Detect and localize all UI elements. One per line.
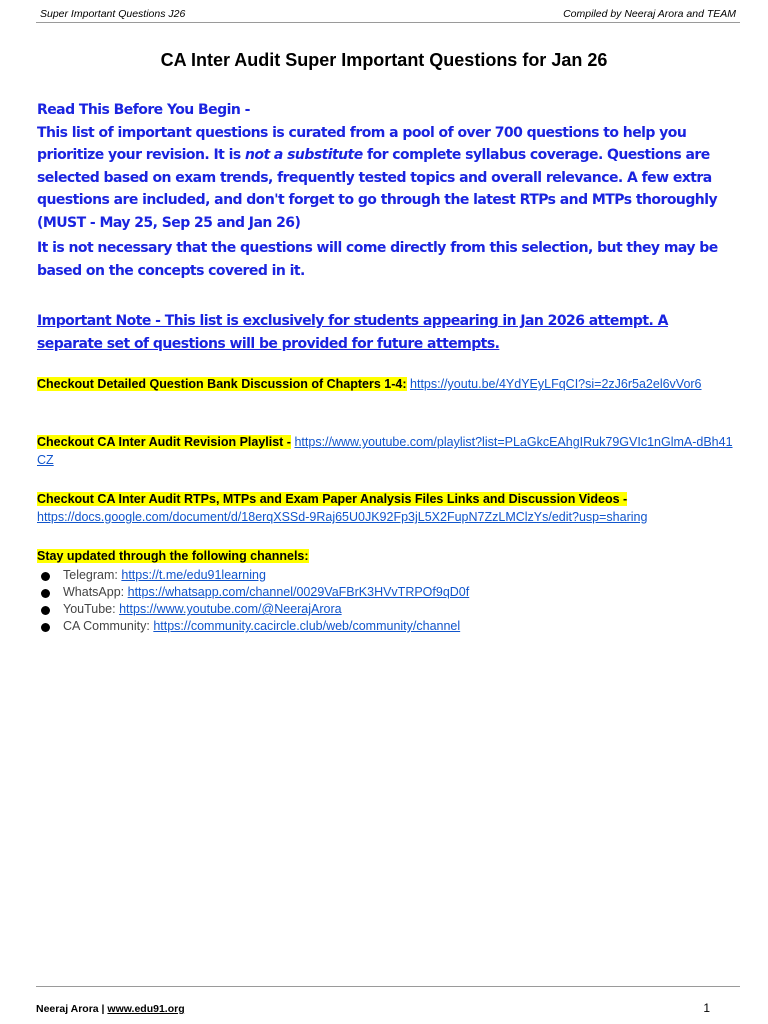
telegram-link[interactable]: https://t.me/edu91learning [121, 568, 266, 582]
important-note: Important Note - This list is exclusively for students appearing in Jan 2026 attempt. A separate set of questions will be provided for future attempts. [37, 313, 668, 352]
channels-list [37, 567, 737, 635]
bullet-icon [41, 606, 50, 615]
page-title: CA Inter Audit Super Important Questions for Jan 26 [160, 50, 608, 70]
list-item [37, 567, 737, 584]
page-header [36, 0, 740, 23]
list-item [37, 584, 737, 601]
link-block-question-bank [37, 375, 737, 393]
page-footer [36, 986, 740, 1013]
intro-text-b: for complete syllabus coverage. Questions are selected based on exam trends, frequently tested topics and overall relevance. A few extra questions are included, and don't forget to go through the latest RTPs and MTPs thoroughly (MUST - May 25, Sep 25 and Jan 26) [37, 147, 718, 231]
intro-heading: Read This Before You Begin - [37, 102, 250, 118]
bullet-icon [41, 589, 50, 598]
intro-emphasis: not a substitute [244, 147, 363, 163]
header-right-text: Compiled by Neeraj Arora and TEAM [563, 8, 736, 20]
disclaimer-paragraph: It is not necessary that the questions will come directly from this selection, but they may be based on the concepts covered in it. [37, 240, 718, 279]
rtp-mtp-doc-link[interactable]: https://docs.google.com/document/d/18erqXSSd-9Raj65U0JK92Fp3jL5X2FupN7ZzLMClzYs/edit?usp=sharing [37, 510, 648, 524]
link-label: Checkout CA Inter Audit RTPs, MTPs and Exam Paper Analysis Files Links and Discussion Videos - [37, 492, 628, 506]
intro-paragraph [37, 99, 737, 234]
list-item [37, 618, 737, 635]
intro-text-a: This list of important questions is curated from a pool of over 700 questions to help you prioritize your revision. It is [37, 124, 687, 163]
footer-author-name: Neeraj Arora | [36, 1003, 105, 1015]
channel-name: YouTube: [63, 602, 116, 616]
footer-author [36, 1003, 185, 1015]
whatsapp-link[interactable]: https://whatsapp.com/channel/0029VaFBrK3HVvTRPOf9qD0f [127, 585, 470, 599]
page-number: 1 [703, 1001, 710, 1015]
revision-playlist-link[interactable]: https://www.youtube.com/playlist?list=PLaGkcEAhgIRuk79GVIc1nGlmA-dBh41CZ [37, 435, 733, 467]
link-label: Checkout Detailed Question Bank Discussion of Chapters 1-4: [37, 377, 407, 391]
youtube-link[interactable]: https://www.youtube.com/@NeerajArora [119, 602, 342, 616]
channels-section [37, 547, 737, 635]
channel-name: Telegram: [63, 568, 118, 582]
channel-name: CA Community: [63, 619, 150, 633]
bullet-icon [41, 623, 50, 632]
bullet-icon [41, 572, 50, 581]
question-bank-link[interactable]: https://youtu.be/4YdYEyLFqCI?si=2zJ6r5a2el6vVor6 [410, 377, 702, 391]
link-block-rtp-mtp [37, 490, 737, 526]
link-label: Checkout CA Inter Audit Revision Playlist - [37, 435, 291, 449]
header-left-text: Super Important Questions J26 [40, 8, 186, 20]
list-item [37, 601, 737, 618]
footer-site-link[interactable]: www.edu91.org [107, 1003, 185, 1015]
link-block-revision-playlist [37, 433, 737, 469]
channel-name: WhatsApp: [63, 585, 125, 599]
ca-community-link[interactable]: https://community.cacircle.club/web/community/channel [153, 619, 461, 633]
channels-heading: Stay updated through the following channels: [37, 549, 309, 563]
